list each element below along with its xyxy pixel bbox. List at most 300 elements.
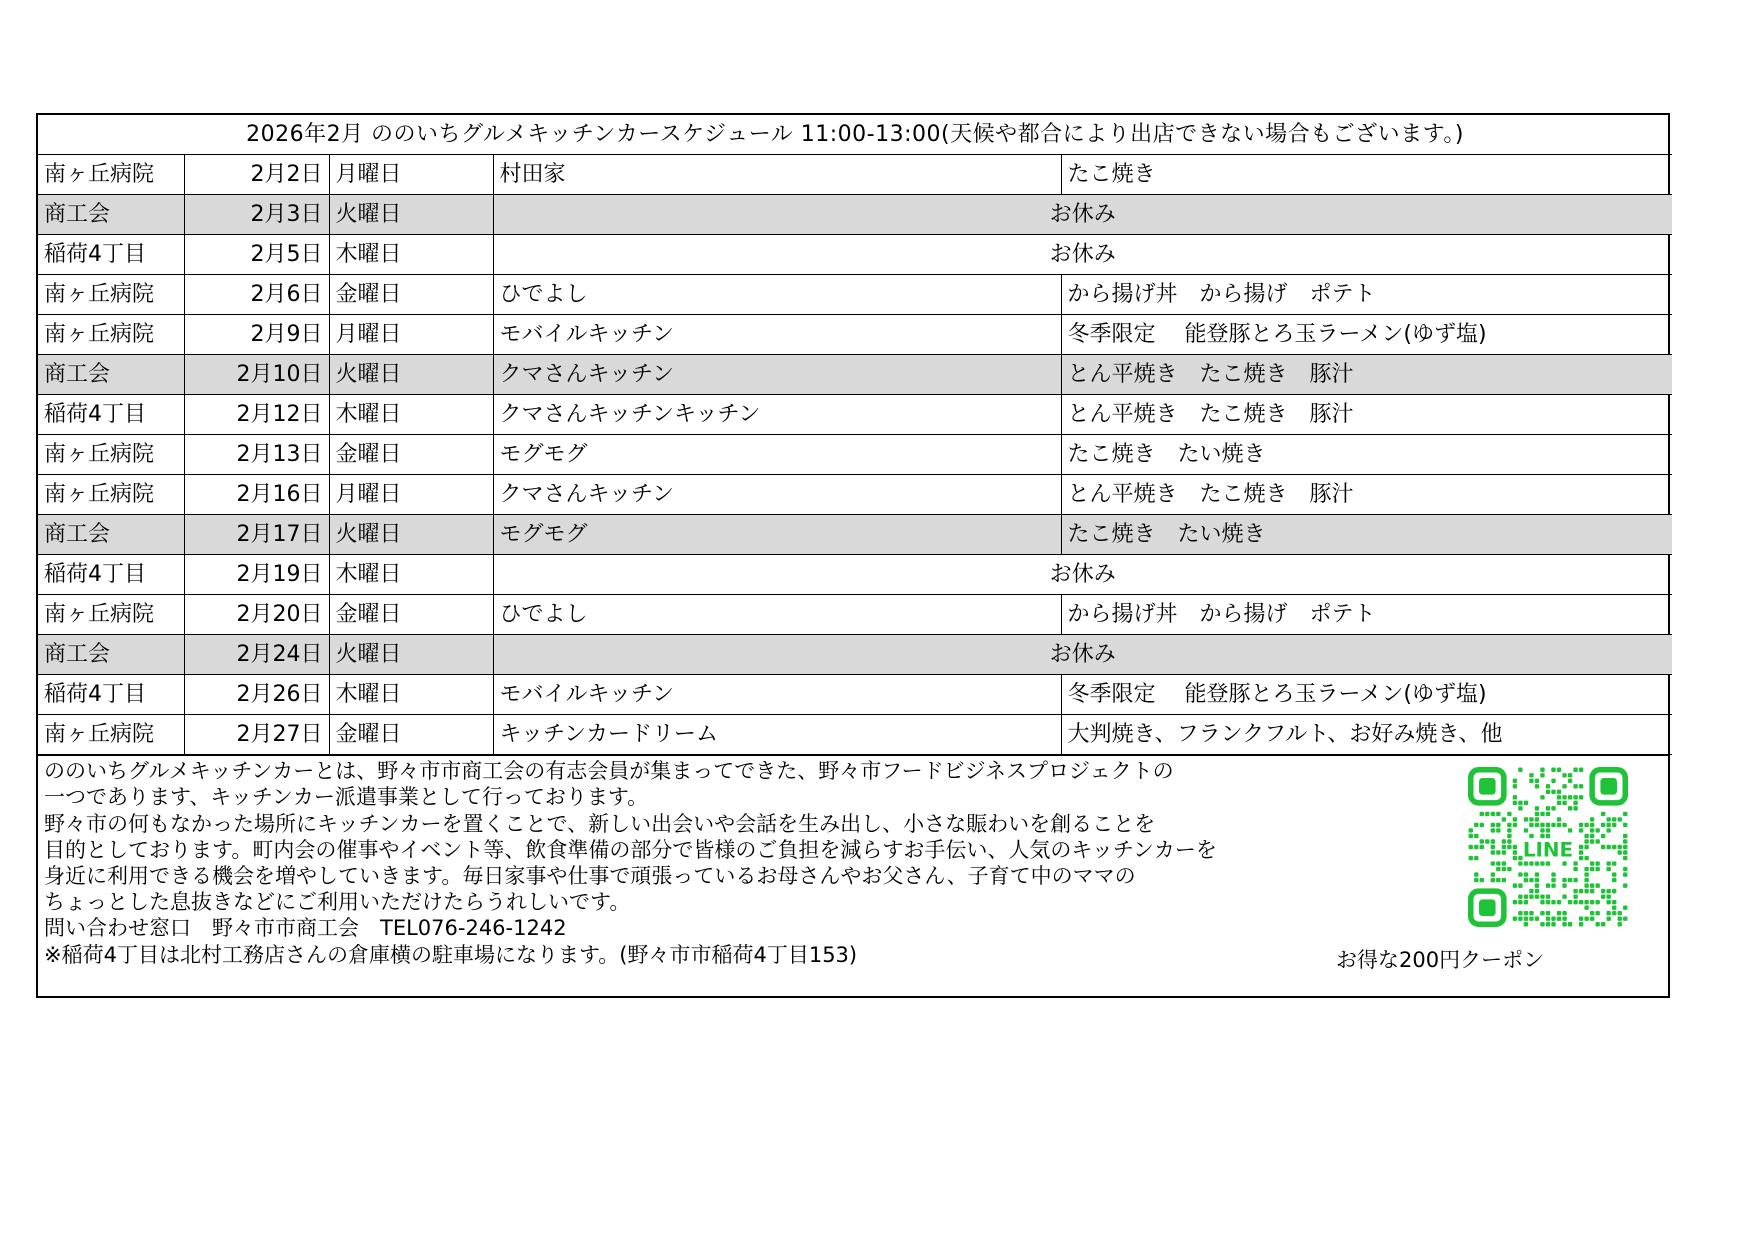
weekday-cell: 火曜日 [329, 195, 493, 235]
qr-module [1595, 867, 1599, 871]
qr-module [1557, 900, 1561, 904]
description-line: ※稲荷4丁目は北村工務店さんの倉庫横の駐車場になります。(野々市市稲荷4丁目153) [44, 942, 858, 967]
qr-module [1612, 845, 1616, 849]
qr-module [1601, 889, 1605, 893]
location-cell: 南ヶ丘病院 [38, 315, 184, 355]
qr-module [1535, 862, 1539, 866]
qr-module [1529, 862, 1533, 866]
qr-module [1623, 906, 1627, 910]
qr-module [1601, 834, 1605, 838]
qr-module [1513, 817, 1517, 821]
qr-module [1568, 795, 1572, 799]
date-cell: 2月9日 [184, 315, 329, 355]
qr-module [1623, 850, 1627, 854]
qr-module [1540, 768, 1544, 772]
qr-module [1612, 900, 1616, 904]
qr-module [1623, 917, 1627, 921]
qr-module [1568, 900, 1572, 904]
qr-module [1529, 773, 1533, 777]
vendor-cell: モグモグ [493, 435, 1061, 475]
qr-module [1595, 900, 1599, 904]
qr-module [1623, 845, 1627, 849]
location-cell: 商工会 [38, 195, 184, 235]
qr-module [1529, 878, 1533, 882]
qr-module [1524, 922, 1528, 926]
qr-module [1518, 911, 1522, 915]
qr-module [1584, 900, 1588, 904]
weekday-cell: 火曜日 [329, 515, 493, 555]
qr-module [1557, 790, 1561, 794]
qr-module [1491, 878, 1495, 882]
description-line: 野々市の何もなかった場所にキッチンカーを置くことで、新しい出会いや会話を生み出し、小さな賑わいを創ることを [44, 811, 1156, 836]
qr-module [1469, 828, 1473, 832]
schedule-row [38, 635, 1672, 675]
line-qr-code[interactable] [1468, 767, 1628, 927]
qr-module [1568, 828, 1572, 832]
qr-module [1491, 839, 1495, 843]
qr-module [1584, 845, 1588, 849]
qr-module [1540, 823, 1544, 827]
vendor-cell: モバイルキッチン [493, 315, 1061, 355]
schedule-row [38, 395, 1672, 435]
qr-module [1469, 834, 1473, 838]
qr-module [1540, 911, 1544, 915]
qr-module [1562, 884, 1566, 888]
qr-module [1546, 812, 1550, 816]
qr-module [1606, 845, 1610, 849]
qr-module [1623, 873, 1627, 877]
qr-module [1546, 900, 1550, 904]
qr-module [1518, 895, 1522, 899]
qr-module [1502, 839, 1506, 843]
qr-module [1595, 828, 1599, 832]
qr-module [1612, 906, 1616, 910]
qr-module [1557, 817, 1561, 821]
qr-module [1540, 895, 1544, 899]
weekday-cell: 火曜日 [329, 355, 493, 395]
qr-module [1551, 806, 1555, 810]
qr-module [1496, 867, 1500, 871]
qr-module [1584, 917, 1588, 921]
qr-module [1573, 900, 1577, 904]
qr-module [1507, 812, 1511, 816]
schedule-row [38, 475, 1672, 515]
description-line: ののいちグルメキッチンカーとは、野々市市商工会の有志会員が集まってできた、野々市フードビジネスプロジェクトの [44, 759, 1174, 784]
qr-module [1551, 878, 1555, 882]
qr-module [1524, 878, 1528, 882]
description-line: ちょっとした息抜きなどにご利用いただけたらうれしいです。 [44, 890, 631, 915]
qr-module [1551, 884, 1555, 888]
qr-module [1518, 900, 1522, 904]
qr-module [1502, 850, 1506, 854]
date-cell: 2月5日 [184, 235, 329, 275]
qr-module [1568, 806, 1572, 810]
closed-cell: お休み [493, 555, 1672, 595]
qr-module [1579, 856, 1583, 860]
qr-module [1529, 817, 1533, 821]
qr-module [1480, 878, 1484, 882]
weekday-cell: 木曜日 [329, 395, 493, 435]
qr-module [1579, 784, 1583, 788]
date-cell: 2月13日 [184, 435, 329, 475]
qr-module [1535, 873, 1539, 877]
qr-module [1606, 817, 1610, 821]
qr-module [1474, 878, 1478, 882]
qr-module [1529, 889, 1533, 893]
location-cell: 南ヶ丘病院 [38, 275, 184, 315]
qr-module [1551, 900, 1555, 904]
qr-module [1606, 823, 1610, 827]
qr-module [1584, 867, 1588, 871]
qr-module [1474, 834, 1478, 838]
qr-module [1590, 828, 1594, 832]
qr-finder-inner [1479, 778, 1496, 795]
qr-module [1595, 839, 1599, 843]
qr-finder-inner [1479, 900, 1496, 917]
qr-module [1518, 801, 1522, 805]
vendor-cell: ひでよし [493, 275, 1061, 315]
qr-module [1612, 911, 1616, 915]
date-cell: 2月12日 [184, 395, 329, 435]
date-cell: 2月19日 [184, 555, 329, 595]
qr-module [1480, 823, 1484, 827]
qr-module [1623, 884, 1627, 888]
location-cell: 南ヶ丘病院 [38, 715, 184, 755]
qr-module [1590, 823, 1594, 827]
schedule-row [38, 155, 1672, 195]
qr-module [1568, 779, 1572, 783]
qr-module [1590, 917, 1594, 921]
vendor-cell: クマさんキッチン [493, 355, 1061, 395]
menu-cell: たこ焼き たい焼き [1061, 435, 1672, 475]
qr-module [1612, 817, 1616, 821]
schedule-row [38, 195, 1672, 235]
qr-module [1491, 812, 1495, 816]
qr-module [1513, 779, 1517, 783]
qr-module [1584, 873, 1588, 877]
qr-module [1623, 812, 1627, 816]
qr-module [1623, 856, 1627, 860]
qr-module [1590, 900, 1594, 904]
qr-module [1491, 873, 1495, 877]
schedule-row [38, 555, 1672, 595]
qr-module [1562, 784, 1566, 788]
qr-module [1584, 878, 1588, 882]
qr-module [1518, 768, 1522, 772]
qr-module [1474, 856, 1478, 860]
schedule-sheet [36, 113, 1670, 998]
qr-module [1546, 884, 1550, 888]
qr-module [1584, 889, 1588, 893]
qr-module [1502, 878, 1506, 882]
qr-module [1590, 817, 1594, 821]
qr-module [1474, 845, 1478, 849]
qr-module [1535, 817, 1539, 821]
qr-module [1551, 779, 1555, 783]
weekday-cell: 月曜日 [329, 475, 493, 515]
qr-module [1568, 922, 1572, 926]
date-cell: 2月20日 [184, 595, 329, 635]
qr-module [1535, 823, 1539, 827]
vendor-cell: クマさんキッチンキッチン [493, 395, 1061, 435]
date-cell: 2月17日 [184, 515, 329, 555]
menu-cell: から揚げ丼 から揚げ ポテト [1061, 595, 1672, 635]
qr-module [1535, 806, 1539, 810]
qr-module [1573, 867, 1577, 871]
menu-cell: 冬季限定 能登豚とろ玉ラーメン(ゆず塩) [1061, 675, 1672, 715]
qr-module [1601, 922, 1605, 926]
qr-module [1579, 889, 1583, 893]
qr-module [1529, 895, 1533, 899]
qr-module [1529, 911, 1533, 915]
qr-line-label: LINE [1522, 838, 1574, 862]
qr-module [1513, 801, 1517, 805]
description-line: 身近に利用できる機会を増やしていきます。毎日家事や仕事で頑張っているお母さんやお父さん、子育て中のママの [44, 864, 1136, 888]
description-text [44, 758, 1217, 968]
menu-cell: 大判焼き、フランクフルト、お好み焼き、他 [1061, 715, 1672, 755]
qr-module [1469, 856, 1473, 860]
weekday-cell: 火曜日 [329, 635, 493, 675]
qr-module [1535, 878, 1539, 882]
qr-module [1546, 828, 1550, 832]
qr-module [1535, 884, 1539, 888]
weekday-cell: 月曜日 [329, 315, 493, 355]
qr-module [1579, 823, 1583, 827]
location-cell: 商工会 [38, 355, 184, 395]
qr-module [1491, 862, 1495, 866]
schedule-row [38, 275, 1672, 315]
qr-module [1579, 850, 1583, 854]
qr-module [1590, 839, 1594, 843]
qr-module [1551, 790, 1555, 794]
title-row [38, 115, 1672, 155]
weekday-cell: 金曜日 [329, 715, 493, 755]
qr-module [1513, 850, 1517, 854]
qr-module [1507, 823, 1511, 827]
date-cell: 2月26日 [184, 675, 329, 715]
qr-module [1496, 878, 1500, 882]
qr-module [1546, 790, 1550, 794]
date-cell: 2月16日 [184, 475, 329, 515]
weekday-cell: 月曜日 [329, 155, 493, 195]
location-cell: 南ヶ丘病院 [38, 155, 184, 195]
qr-module [1546, 823, 1550, 827]
weekday-cell: 木曜日 [329, 675, 493, 715]
qr-module [1606, 862, 1610, 866]
qr-module [1502, 845, 1506, 849]
weekday-cell: 木曜日 [329, 555, 493, 595]
qr-module [1623, 839, 1627, 843]
qr-module [1573, 768, 1577, 772]
qr-module [1540, 773, 1544, 777]
qr-module [1590, 834, 1594, 838]
qr-module [1612, 862, 1616, 866]
qr-module [1535, 889, 1539, 893]
qr-module [1623, 823, 1627, 827]
qr-module [1557, 768, 1561, 772]
qr-module [1524, 917, 1528, 921]
qr-module [1595, 884, 1599, 888]
schedule-row [38, 675, 1672, 715]
closed-cell: お休み [493, 235, 1672, 275]
qr-module [1584, 823, 1588, 827]
qr-module [1590, 867, 1594, 871]
qr-module [1595, 862, 1599, 866]
qr-module [1579, 795, 1583, 799]
qr-module [1518, 917, 1522, 921]
qr-module [1590, 884, 1594, 888]
qr-module [1540, 812, 1544, 816]
qr-module [1507, 834, 1511, 838]
location-cell: 稲荷4丁目 [38, 555, 184, 595]
date-cell: 2月2日 [184, 155, 329, 195]
qr-module [1606, 895, 1610, 899]
qr-module [1618, 922, 1622, 926]
qr-module [1612, 878, 1616, 882]
qr-module [1595, 922, 1599, 926]
qr-module [1474, 873, 1478, 877]
qr-module [1513, 845, 1517, 849]
qr-module [1502, 817, 1506, 821]
location-cell: 南ヶ丘病院 [38, 475, 184, 515]
qr-module [1551, 768, 1555, 772]
weekday-cell: 金曜日 [329, 275, 493, 315]
description-line: 目的としております。町内会の催事やイベント等、飲食準備の部分で皆様のご負担を減らすお手伝い、人気のキッチンカーを [44, 837, 1217, 862]
qr-module [1601, 895, 1605, 899]
vendor-cell: モバイルキッチン [493, 675, 1061, 715]
qr-module [1546, 895, 1550, 899]
qr-module [1529, 917, 1533, 921]
qr-module [1584, 839, 1588, 843]
qr-module [1546, 917, 1550, 921]
qr-module [1606, 900, 1610, 904]
qr-module [1540, 900, 1544, 904]
qr-module [1551, 873, 1555, 877]
qr-module [1496, 850, 1500, 854]
qr-module [1557, 917, 1561, 921]
qr-module [1606, 867, 1610, 871]
qr-module [1540, 922, 1544, 926]
qr-module [1518, 862, 1522, 866]
schedule-table [38, 115, 1672, 755]
qr-module [1618, 817, 1622, 821]
qr-module [1573, 784, 1577, 788]
qr-module [1557, 911, 1561, 915]
qr-module [1518, 806, 1522, 810]
location-cell: 稲荷4丁目 [38, 395, 184, 435]
menu-cell: とん平焼き たこ焼き 豚汁 [1061, 475, 1672, 515]
qr-module [1502, 862, 1506, 866]
schedule-row [38, 515, 1672, 555]
qr-module [1496, 862, 1500, 866]
qr-module [1573, 895, 1577, 899]
qr-module [1513, 884, 1517, 888]
vendor-cell: キッチンカードリーム [493, 715, 1061, 755]
qr-module [1568, 773, 1572, 777]
menu-cell: から揚げ丼 から揚げ ポテト [1061, 275, 1672, 315]
qr-module [1480, 845, 1484, 849]
schedule-row [38, 435, 1672, 475]
qr-module [1562, 795, 1566, 799]
qr-module [1606, 911, 1610, 915]
qr-module [1535, 812, 1539, 816]
qr-module [1513, 900, 1517, 904]
date-cell: 2月27日 [184, 715, 329, 755]
qr-module [1485, 839, 1489, 843]
menu-cell: たこ焼き たい焼き [1061, 515, 1672, 555]
qr-module [1557, 823, 1561, 827]
description-line: 問い合わせ窓口 野々市市商工会 TEL076-246-1242 [44, 916, 567, 941]
closed-cell: お休み [493, 195, 1672, 235]
qr-module [1535, 895, 1539, 899]
qr-module [1623, 834, 1627, 838]
qr-module [1590, 911, 1594, 915]
qr-module [1584, 906, 1588, 910]
qr-module [1551, 922, 1555, 926]
qr-module [1562, 801, 1566, 805]
schedule-row [38, 315, 1672, 355]
qr-module [1529, 823, 1533, 827]
qr-module [1524, 873, 1528, 877]
qr-module [1562, 878, 1566, 882]
qr-finder-inner [1600, 778, 1617, 795]
qr-module [1618, 850, 1622, 854]
qr-module [1524, 895, 1528, 899]
qr-module [1562, 895, 1566, 899]
qr-module [1579, 845, 1583, 849]
closed-cell: お休み [493, 635, 1672, 675]
qr-module [1584, 856, 1588, 860]
qr-module [1491, 823, 1495, 827]
date-cell: 2月10日 [184, 355, 329, 395]
qr-module [1524, 817, 1528, 821]
qr-module [1618, 917, 1622, 921]
schedule-title: 2026年2月 ののいちグルメキッチンカースケジュール 11:00-13:00(天候や都合により出店できない場合もございます。) [38, 115, 1672, 155]
location-cell: 稲荷4丁目 [38, 675, 184, 715]
qr-module [1579, 917, 1583, 921]
qr-module [1584, 884, 1588, 888]
qr-module [1518, 884, 1522, 888]
qr-module [1612, 873, 1616, 877]
qr-module [1573, 806, 1577, 810]
vendor-cell: 村田家 [493, 155, 1061, 195]
qr-module [1513, 823, 1517, 827]
qr-module [1513, 856, 1517, 860]
qr-module [1573, 878, 1577, 882]
qr-module [1546, 862, 1550, 866]
qr-module [1485, 812, 1489, 816]
qr-module [1601, 845, 1605, 849]
qr-module [1535, 784, 1539, 788]
schedule-row [38, 355, 1672, 395]
qr-module [1601, 812, 1605, 816]
menu-cell: たこ焼き [1061, 155, 1672, 195]
qr-module [1524, 801, 1528, 805]
location-cell: 南ヶ丘病院 [38, 435, 184, 475]
qr-module [1573, 801, 1577, 805]
qr-module [1513, 795, 1517, 799]
qr-module [1529, 779, 1533, 783]
qr-module [1618, 911, 1622, 915]
qr-module [1513, 917, 1517, 921]
qr-module [1496, 812, 1500, 816]
qr-module [1573, 862, 1577, 866]
date-cell: 2月3日 [184, 195, 329, 235]
qr-module [1540, 828, 1544, 832]
qr-module [1507, 845, 1511, 849]
qr-module [1535, 779, 1539, 783]
qr-module [1524, 911, 1528, 915]
